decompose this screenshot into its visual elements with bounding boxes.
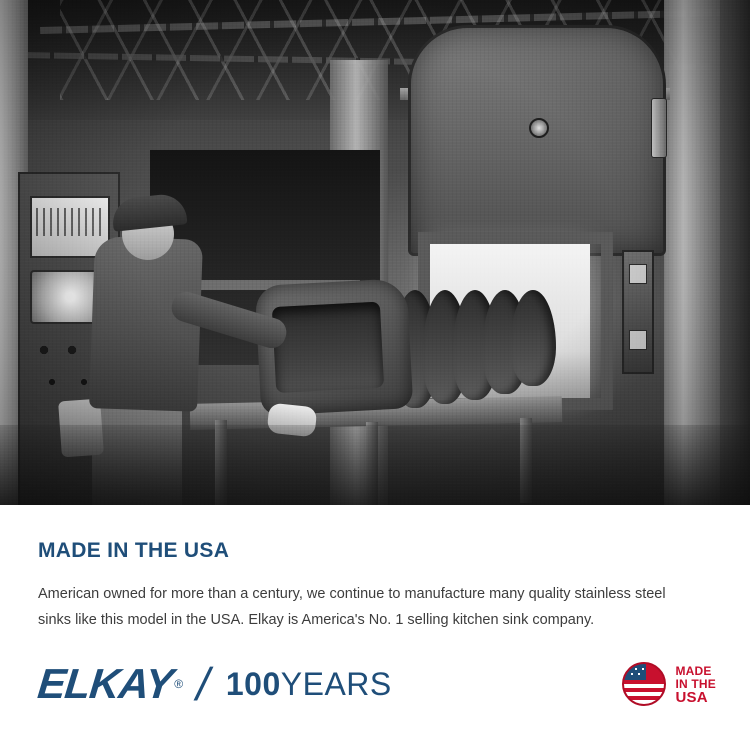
- footer: [0, 632, 750, 750]
- factory-floor: [0, 425, 750, 505]
- elkay-wordmark: ELKAY: [35, 660, 175, 707]
- flag-canton: [624, 664, 646, 680]
- anniversary-word: YEARS: [280, 665, 392, 702]
- badge-text: [675, 665, 716, 704]
- wall-hinge-plate: [622, 250, 654, 374]
- sink-blank: [510, 290, 556, 386]
- anniversary-mark: [226, 666, 392, 703]
- brand-lockup: [35, 657, 392, 711]
- page-title: MADE IN THE USA: [38, 539, 230, 562]
- registered-trademark-icon: ®: [174, 677, 184, 691]
- divider: /: [191, 658, 216, 710]
- body-paragraph: American owned for more than a century, we continue to manufacture many quality stainless steel sinks like this model in the USA. Elkay is America's No. 1 selling kitchen sink company.: [38, 586, 666, 628]
- flag-stripes: [624, 680, 664, 704]
- worker-torso: [89, 236, 203, 412]
- door-bolt: [529, 118, 549, 138]
- badge-line-1: MADE: [675, 663, 712, 678]
- made-in-usa-badge: [622, 662, 716, 706]
- usa-flag-circle-icon: [622, 662, 666, 706]
- text-block: [0, 505, 750, 633]
- door-handle: [651, 98, 667, 158]
- badge-line-2: IN THE: [675, 676, 716, 691]
- sink-blank-in-hand: [255, 278, 414, 416]
- badge-line-3: USA: [675, 688, 708, 706]
- furnace-door: [408, 25, 666, 256]
- anniversary-number: 100: [225, 665, 281, 702]
- stacked-sink-blanks: [392, 290, 557, 410]
